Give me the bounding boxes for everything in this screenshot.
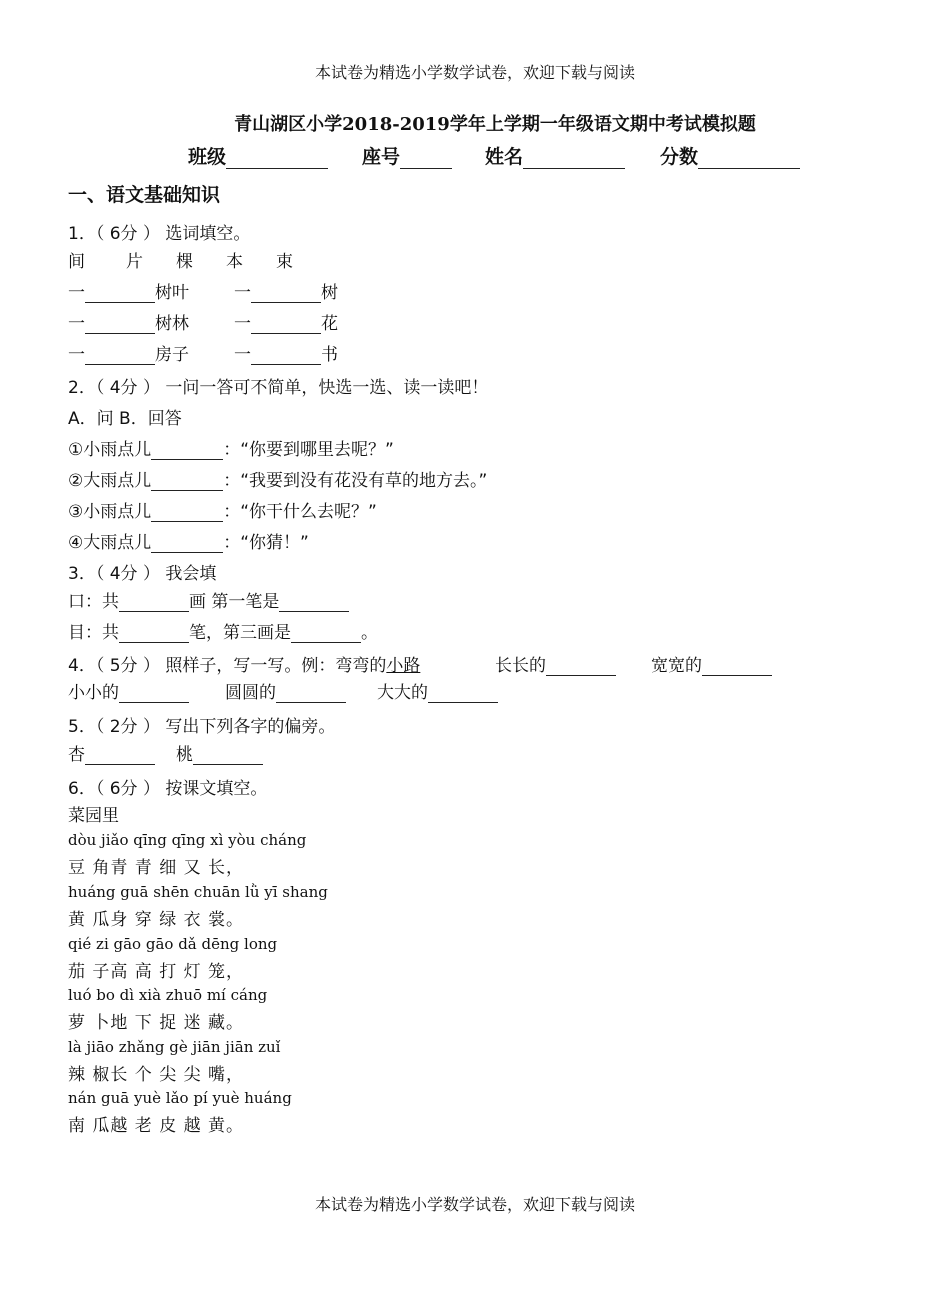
q1-row-1b: 一 树 [234, 283, 338, 303]
q4-blank-1: 长长的 [495, 651, 616, 676]
class-field: 班级 [188, 142, 328, 169]
pinyin-line-1: dòu jiǎo qīng qīng xì yòu cháng [68, 831, 307, 849]
poem-line-4: 萝 卜地 下 捉 迷 藏。 [68, 1013, 245, 1033]
q2-line-4: ④大雨点儿 ：“你猜！” [68, 533, 309, 553]
pinyin-line-4: luó bo dì xià zhuō mí cáng [68, 986, 268, 1004]
q5-blank-1: 杏 [68, 740, 155, 765]
q2-line-1: ①小雨点儿 ：“你要到哪里去呢？” [68, 440, 394, 460]
q1-row-2: 一 树林 [68, 314, 189, 334]
q2-options: A．问 B．回答 [68, 409, 182, 429]
question-1-head: 1．（ 6分 ） 选词填空。 [68, 224, 251, 244]
q5-blank-2: 桃 [176, 740, 263, 765]
watermark-bottom: 本试卷为精选小学数学试卷，欢迎下载与阅读 [314, 1195, 635, 1214]
seat-field: 座号 [362, 142, 452, 169]
q1-row-3b: 一 书 [234, 345, 338, 365]
question-5-head: 5．（ 2分 ） 写出下列各字的偏旁。 [68, 717, 336, 737]
poem-line-1: 豆 角青 青 细 又 长， [68, 858, 245, 878]
pinyin-line-5: là jiāo zhǎng gè jiān jiān zuǐ [68, 1038, 281, 1056]
pinyin-line-6: nán guā yuè lǎo pí yuè huáng [68, 1089, 292, 1107]
q4-blank-3: 小小的 [68, 678, 189, 703]
q2-line-2: ②大雨点儿 ：“我要到没有花没有草的地方去。” [68, 471, 488, 491]
section-heading: 一、语文基础知识 [68, 184, 221, 206]
q1-row-2b: 一 花 [234, 314, 338, 334]
poem-line-6: 南 瓜越 老 皮 越 黄。 [68, 1116, 245, 1136]
q4-blank-4: 圆圆的 [225, 678, 346, 703]
q1-options: 间 片 棵 本 束 [68, 252, 293, 272]
q2-line-3: ③小雨点儿 ：“你干什么去呢？” [68, 502, 377, 522]
poem-title: 菜园里 [68, 806, 119, 826]
pinyin-line-3: qié zi gāo gāo dǎ dēng long [68, 935, 278, 953]
pinyin-line-2: huáng guā shēn chuān lǜ yī shang [68, 883, 328, 901]
name-field: 姓名 [485, 142, 625, 169]
question-6-head: 6．（ 6分 ） 按课文填空。 [68, 779, 268, 799]
q3-line-1: 口：共 画 第一笔是 [68, 587, 349, 612]
question-2-head: 2．（ 4分 ） 一问一答可不简单，快选一选、读一读吧！ [68, 378, 489, 398]
q4-blank-5: 大大的 [377, 678, 498, 703]
question-4-head: 4．（ 5分 ） 照样子，写一写。例：弯弯的小路 [68, 656, 421, 676]
watermark-top: 本试卷为精选小学数学试卷，欢迎下载与阅读 [314, 63, 635, 82]
q4-blank-2: 宽宽的 [651, 651, 772, 676]
q1-row-1: 一 树叶 [68, 283, 189, 303]
q3-line-2: 目：共 笔，第三画是 。 [68, 623, 378, 643]
score-field: 分数 [660, 142, 800, 169]
page-title: 青山湖区小学2018-2019学年上学期一年级语文期中考试模拟题 [234, 114, 756, 135]
q1-row-3: 一 房子 [68, 345, 189, 365]
poem-line-3: 茄 子高 高 打 灯 笼， [68, 962, 245, 982]
poem-line-5: 辣 椒长 个 尖 尖 嘴， [68, 1065, 245, 1085]
poem-line-2: 黄 瓜身 穿 绿 衣 裳。 [68, 910, 245, 930]
question-3-head: 3．（ 4分 ） 我会填 [68, 564, 217, 584]
